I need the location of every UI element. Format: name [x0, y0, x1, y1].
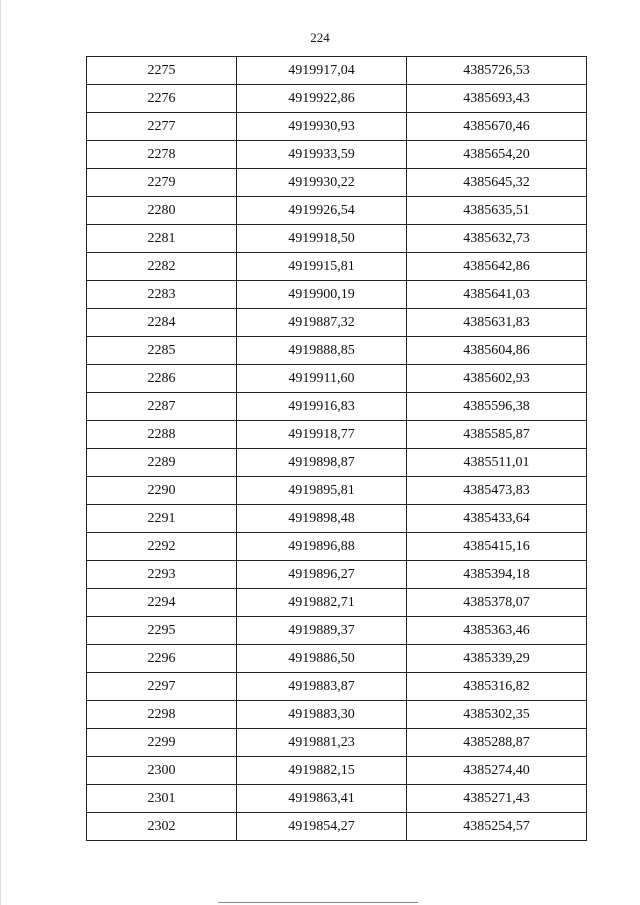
x-coordinate-cell: 4919898,87 — [237, 449, 407, 477]
table-row — [87, 701, 587, 729]
x-coordinate-cell: 4919881,23 — [237, 729, 407, 757]
y-coordinate-cell: 4385604,86 — [407, 337, 587, 365]
point-number-cell: 2276 — [87, 85, 237, 113]
x-coordinate-cell: 4919930,22 — [237, 169, 407, 197]
table-row — [87, 337, 587, 365]
x-coordinate-cell: 4919911,60 — [237, 365, 407, 393]
coordinates-table-container — [86, 56, 586, 841]
coordinates-table-body — [87, 57, 587, 841]
table-row — [87, 393, 587, 421]
table-row — [87, 169, 587, 197]
y-coordinate-cell: 4385726,53 — [407, 57, 587, 85]
table-row — [87, 561, 587, 589]
point-number-cell: 2275 — [87, 57, 237, 85]
point-number-cell: 2298 — [87, 701, 237, 729]
point-number-cell: 2301 — [87, 785, 237, 813]
y-coordinate-cell: 4385378,07 — [407, 589, 587, 617]
y-coordinate-cell: 4385641,03 — [407, 281, 587, 309]
y-coordinate-cell: 4385654,20 — [407, 141, 587, 169]
x-coordinate-cell: 4919888,85 — [237, 337, 407, 365]
point-number-cell: 2296 — [87, 645, 237, 673]
table-row — [87, 645, 587, 673]
bottom-divider — [218, 902, 418, 903]
y-coordinate-cell: 4385288,87 — [407, 729, 587, 757]
y-coordinate-cell: 4385473,83 — [407, 477, 587, 505]
x-coordinate-cell: 4919900,19 — [237, 281, 407, 309]
x-coordinate-cell: 4919896,27 — [237, 561, 407, 589]
x-coordinate-cell: 4919854,27 — [237, 813, 407, 841]
y-coordinate-cell: 4385302,35 — [407, 701, 587, 729]
point-number-cell: 2293 — [87, 561, 237, 589]
point-number-cell: 2287 — [87, 393, 237, 421]
page-edge — [0, 0, 1, 905]
point-number-cell: 2297 — [87, 673, 237, 701]
y-coordinate-cell: 4385433,64 — [407, 505, 587, 533]
table-row — [87, 729, 587, 757]
point-number-cell: 2283 — [87, 281, 237, 309]
table-row — [87, 449, 587, 477]
point-number-cell: 2291 — [87, 505, 237, 533]
page-number: 224 — [310, 30, 330, 45]
table-row — [87, 365, 587, 393]
y-coordinate-cell: 4385585,87 — [407, 421, 587, 449]
table-row — [87, 505, 587, 533]
table-row — [87, 477, 587, 505]
point-number-cell: 2279 — [87, 169, 237, 197]
point-number-cell: 2280 — [87, 197, 237, 225]
point-number-cell: 2286 — [87, 365, 237, 393]
coordinates-table — [86, 56, 587, 841]
y-coordinate-cell: 4385631,83 — [407, 309, 587, 337]
point-number-cell: 2282 — [87, 253, 237, 281]
x-coordinate-cell: 4919883,30 — [237, 701, 407, 729]
x-coordinate-cell: 4919922,86 — [237, 85, 407, 113]
x-coordinate-cell: 4919889,37 — [237, 617, 407, 645]
x-coordinate-cell: 4919915,81 — [237, 253, 407, 281]
y-coordinate-cell: 4385274,40 — [407, 757, 587, 785]
x-coordinate-cell: 4919896,88 — [237, 533, 407, 561]
point-number-cell: 2295 — [87, 617, 237, 645]
y-coordinate-cell: 4385602,93 — [407, 365, 587, 393]
x-coordinate-cell: 4919882,15 — [237, 757, 407, 785]
point-number-cell: 2288 — [87, 421, 237, 449]
y-coordinate-cell: 4385316,82 — [407, 673, 587, 701]
table-row — [87, 617, 587, 645]
table-row — [87, 813, 587, 841]
y-coordinate-cell: 4385254,57 — [407, 813, 587, 841]
y-coordinate-cell: 4385363,46 — [407, 617, 587, 645]
x-coordinate-cell: 4919930,93 — [237, 113, 407, 141]
y-coordinate-cell: 4385596,38 — [407, 393, 587, 421]
x-coordinate-cell: 4919887,32 — [237, 309, 407, 337]
x-coordinate-cell: 4919898,48 — [237, 505, 407, 533]
point-number-cell: 2281 — [87, 225, 237, 253]
y-coordinate-cell: 4385339,29 — [407, 645, 587, 673]
table-row — [87, 225, 587, 253]
table-row — [87, 673, 587, 701]
y-coordinate-cell: 4385394,18 — [407, 561, 587, 589]
point-number-cell: 2277 — [87, 113, 237, 141]
x-coordinate-cell: 4919916,83 — [237, 393, 407, 421]
point-number-cell: 2290 — [87, 477, 237, 505]
y-coordinate-cell: 4385670,46 — [407, 113, 587, 141]
point-number-cell: 2302 — [87, 813, 237, 841]
y-coordinate-cell: 4385271,43 — [407, 785, 587, 813]
table-row — [87, 589, 587, 617]
point-number-cell: 2300 — [87, 757, 237, 785]
y-coordinate-cell: 4385632,73 — [407, 225, 587, 253]
point-number-cell: 2289 — [87, 449, 237, 477]
x-coordinate-cell: 4919933,59 — [237, 141, 407, 169]
y-coordinate-cell: 4385415,16 — [407, 533, 587, 561]
x-coordinate-cell: 4919883,87 — [237, 673, 407, 701]
table-row — [87, 281, 587, 309]
y-coordinate-cell: 4385645,32 — [407, 169, 587, 197]
table-row — [87, 197, 587, 225]
table-row — [87, 113, 587, 141]
x-coordinate-cell: 4919917,04 — [237, 57, 407, 85]
x-coordinate-cell: 4919918,50 — [237, 225, 407, 253]
x-coordinate-cell: 4919926,54 — [237, 197, 407, 225]
table-row — [87, 57, 587, 85]
x-coordinate-cell: 4919882,71 — [237, 589, 407, 617]
point-number-cell: 2299 — [87, 729, 237, 757]
y-coordinate-cell: 4385511,01 — [407, 449, 587, 477]
y-coordinate-cell: 4385635,51 — [407, 197, 587, 225]
table-row — [87, 309, 587, 337]
x-coordinate-cell: 4919918,77 — [237, 421, 407, 449]
table-row — [87, 785, 587, 813]
point-number-cell: 2285 — [87, 337, 237, 365]
x-coordinate-cell: 4919863,41 — [237, 785, 407, 813]
y-coordinate-cell: 4385693,43 — [407, 85, 587, 113]
y-coordinate-cell: 4385642,86 — [407, 253, 587, 281]
table-row — [87, 85, 587, 113]
point-number-cell: 2278 — [87, 141, 237, 169]
point-number-cell: 2294 — [87, 589, 237, 617]
table-row — [87, 141, 587, 169]
point-number-cell: 2292 — [87, 533, 237, 561]
table-row — [87, 421, 587, 449]
x-coordinate-cell: 4919895,81 — [237, 477, 407, 505]
table-row — [87, 253, 587, 281]
table-row — [87, 757, 587, 785]
point-number-cell: 2284 — [87, 309, 237, 337]
x-coordinate-cell: 4919886,50 — [237, 645, 407, 673]
table-row — [87, 533, 587, 561]
